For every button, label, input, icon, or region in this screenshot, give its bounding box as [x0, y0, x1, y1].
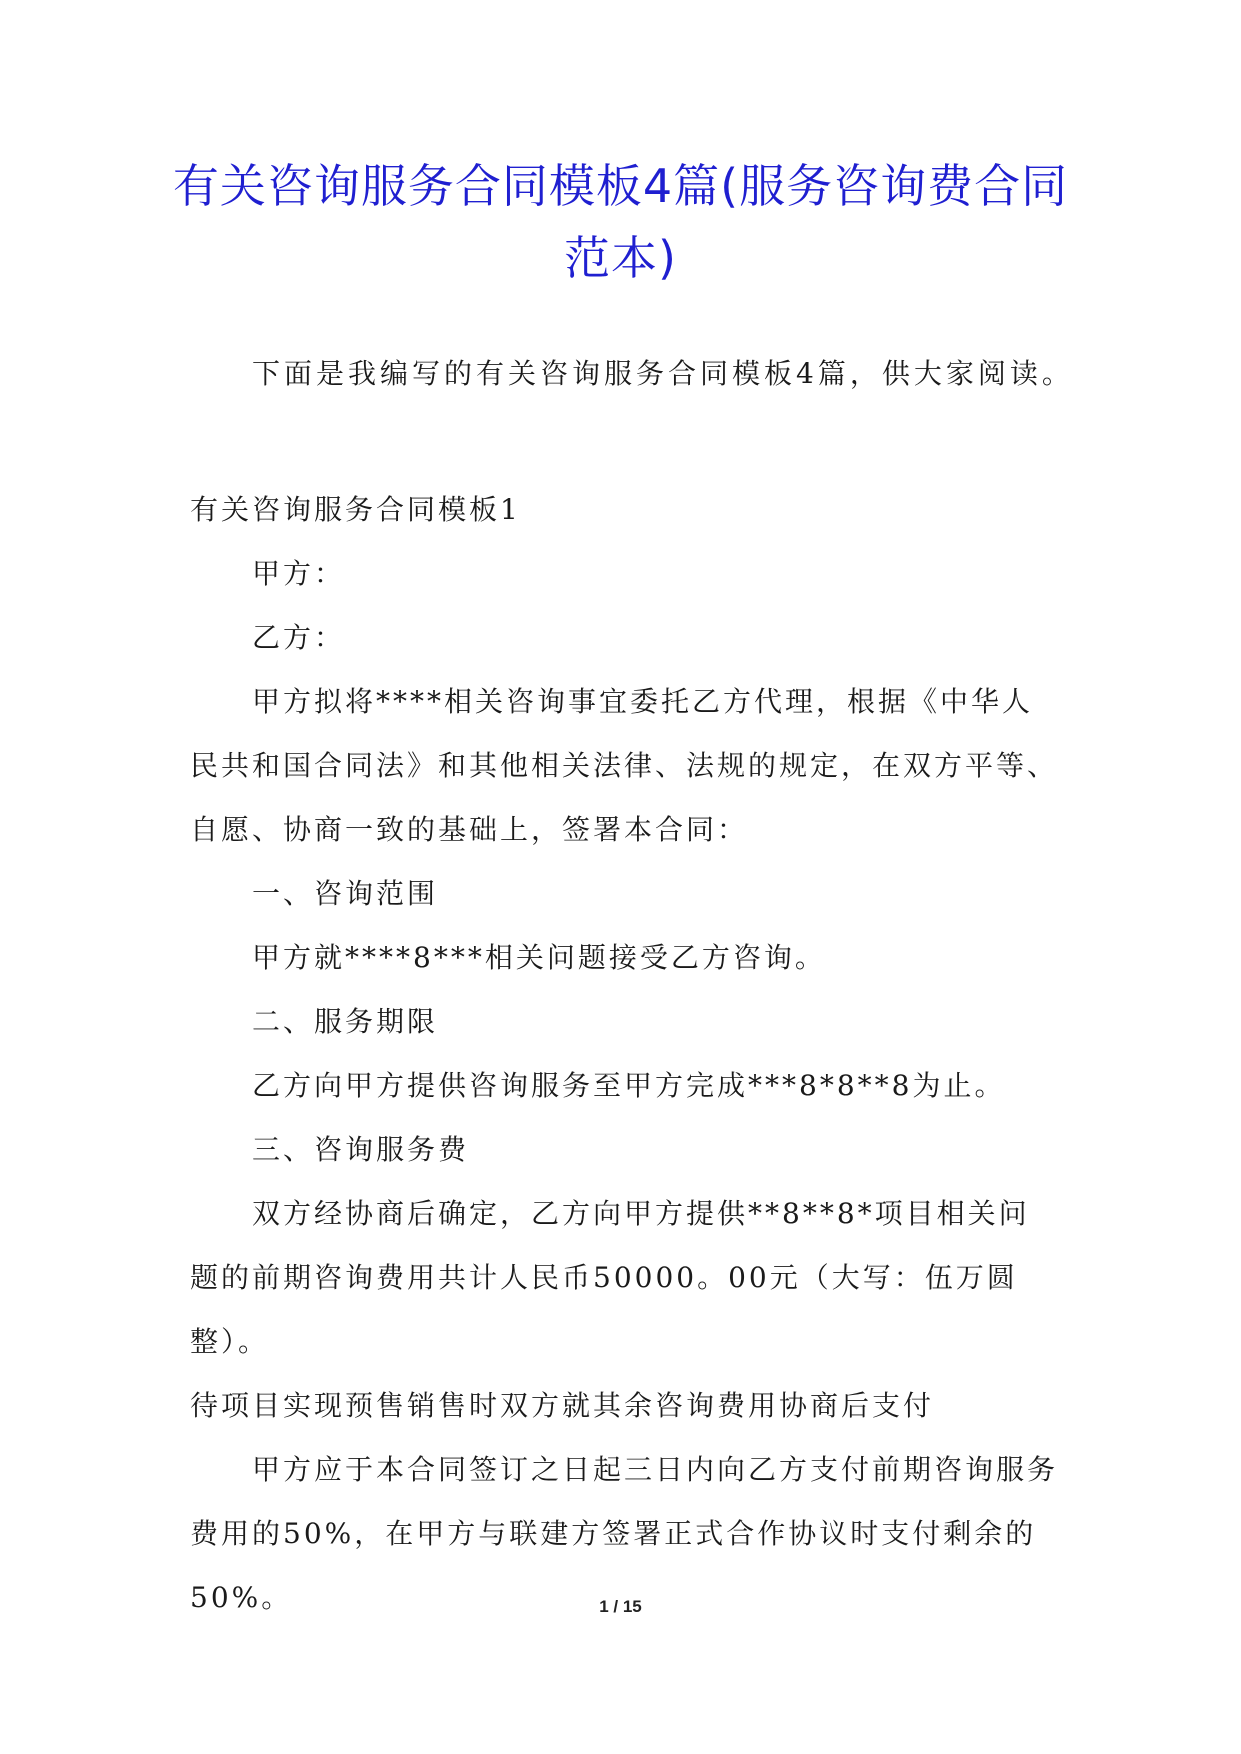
party-b-line: 乙方： — [252, 621, 346, 654]
document-body — [190, 478, 1060, 1630]
intro-paragraph: 下面是我编写的有关咨询服务合同模板4篇，供大家阅读。 — [252, 357, 1074, 390]
section-heading: 有关咨询服务合同模板1 — [190, 493, 521, 526]
document-title: 有关咨询服务合同模板4篇(服务咨询费合同范本) — [172, 159, 1069, 285]
party-a-line: 甲方： — [252, 557, 346, 590]
paragraph-term: 乙方向甲方提供咨询服务至甲方完成***8*8**8为止。 — [252, 1069, 1006, 1102]
paragraph-preamble: 甲方拟将****相关咨询事宜委托乙方代理，根据《中华人民共和国合同法》和其他相关法律、法规的规定，在双方平等、自愿、协商一致的基础上，签署本合同： — [190, 685, 1059, 846]
heading-scope: 一、咨询范围 — [252, 877, 439, 910]
paragraph-fee: 双方经协商后确定，乙方向甲方提供**8**8*项目相关问题的前期咨询费用共计人民币50000。00元（大写：伍万圆整）。 — [190, 1197, 1030, 1358]
heading-fee: 三、咨询服务费 — [252, 1133, 470, 1166]
paragraph-scope: 甲方就****8***相关问题接受乙方咨询。 — [252, 941, 826, 974]
paragraph-payment: 甲方应于本合同签订之日起三日内向乙方支付前期咨询服务费用的50%，在甲方与联建方签署正式合作协议时支付剩余的50%。 — [190, 1453, 1059, 1614]
heading-term: 二、服务期限 — [252, 1005, 439, 1038]
paragraph-fee-continued: 待项目实现预售销售时双方就其余咨询费用协商后支付 — [190, 1389, 935, 1422]
page-indicator: 1 / 15 — [599, 1597, 642, 1616]
